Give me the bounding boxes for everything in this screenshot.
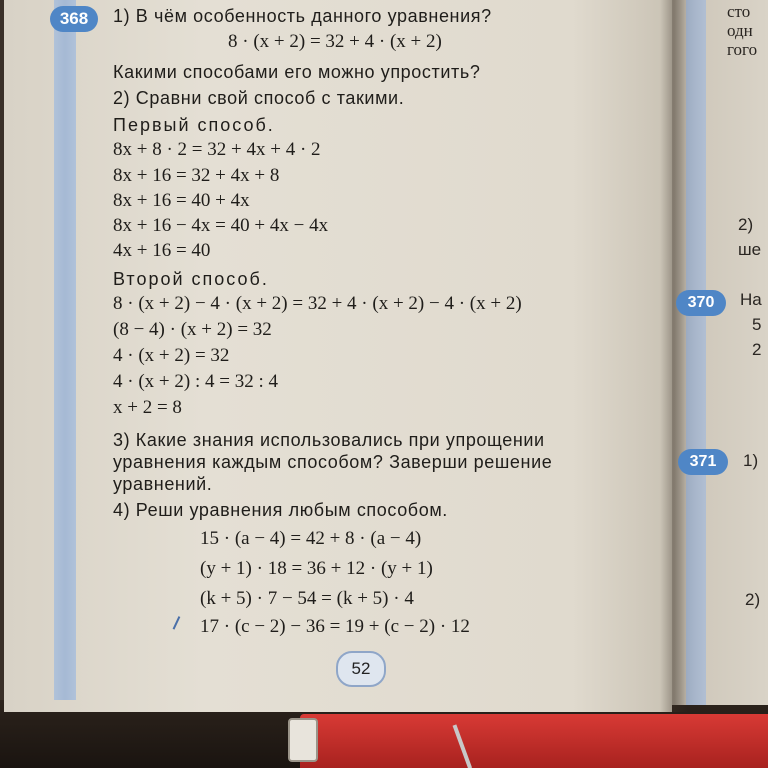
method-2-step: 8 · (x + 2) − 4 · (x + 2) = 32 + 4 · (x + 2) − 4 · (x + 2)	[113, 293, 522, 314]
right-page-text: ше	[738, 240, 762, 259]
task-number-badge: 368	[50, 6, 98, 32]
right-page-text: одн	[727, 21, 753, 40]
right-page-text: 2)	[738, 215, 754, 234]
right-page-text: сто	[727, 2, 751, 21]
method-2-step: 4 · (x + 2) : 4 = 32 : 4	[113, 371, 278, 392]
book-gutter	[660, 0, 688, 712]
right-page-text: 2	[752, 340, 762, 359]
method-1-step: 4x + 16 = 40	[113, 240, 211, 261]
right-page-text: гого	[727, 40, 758, 59]
exercise-equation: (y + 1) · 18 = 36 + 12 · (y + 1)	[200, 558, 433, 579]
question-1-sub: Какими способами его можно упростить?	[113, 62, 481, 82]
question-3-line: уравнений.	[113, 474, 213, 494]
question-3-line: уравнения каждым способом? Заверши решение	[113, 452, 553, 472]
method-2-title: Второй способ.	[113, 269, 269, 289]
task-371-badge: 371	[678, 449, 728, 475]
question-4: 4) Реши уравнения любым способом.	[113, 500, 448, 520]
method-2-step: 4 · (x + 2) = 32	[113, 345, 230, 366]
red-book-cover	[300, 714, 768, 768]
left-margin-strip	[54, 0, 76, 700]
method-1-step: 8x + 8 · 2 = 32 + 4x + 4 · 2	[113, 139, 321, 160]
method-1-step: 8x + 16 = 40 + 4x	[113, 190, 250, 211]
right-page-text: 1)	[743, 451, 759, 470]
method-1-step: 8x + 16 = 32 + 4x + 8	[113, 165, 280, 186]
right-page-text: На	[740, 290, 762, 309]
question-3-line: 3) Какие знания использовались при упрощении	[113, 430, 545, 450]
method-1-step: 8x + 16 − 4x = 40 + 4x − 4x	[113, 215, 329, 236]
exercise-equation: 15 · (a − 4) = 42 + 8 · (a − 4)	[200, 528, 422, 549]
page-number: 52	[336, 651, 386, 687]
main-equation: 8 · (x + 2) = 32 + 4 · (x + 2)	[228, 31, 442, 52]
exercise-equation: (k + 5) · 7 − 54 = (k + 5) · 4	[200, 588, 414, 609]
question-2: 2) Сравни свой способ с такими.	[113, 88, 405, 108]
right-page-text: 5	[752, 315, 762, 334]
exercise-equation: 17 · (c − 2) − 36 = 19 + (c − 2) · 12	[200, 616, 470, 637]
right-page-text: 2)	[745, 590, 761, 609]
method-1-title: Первый способ.	[113, 115, 275, 135]
method-2-step: (8 − 4) · (x + 2) = 32	[113, 319, 272, 340]
method-2-step: x + 2 = 8	[113, 397, 182, 418]
right-margin-strip	[686, 0, 706, 705]
binder-clip	[288, 718, 318, 762]
task-370-badge: 370	[676, 290, 726, 316]
question-1: 1) В чём особенность данного уравнения?	[113, 6, 492, 26]
